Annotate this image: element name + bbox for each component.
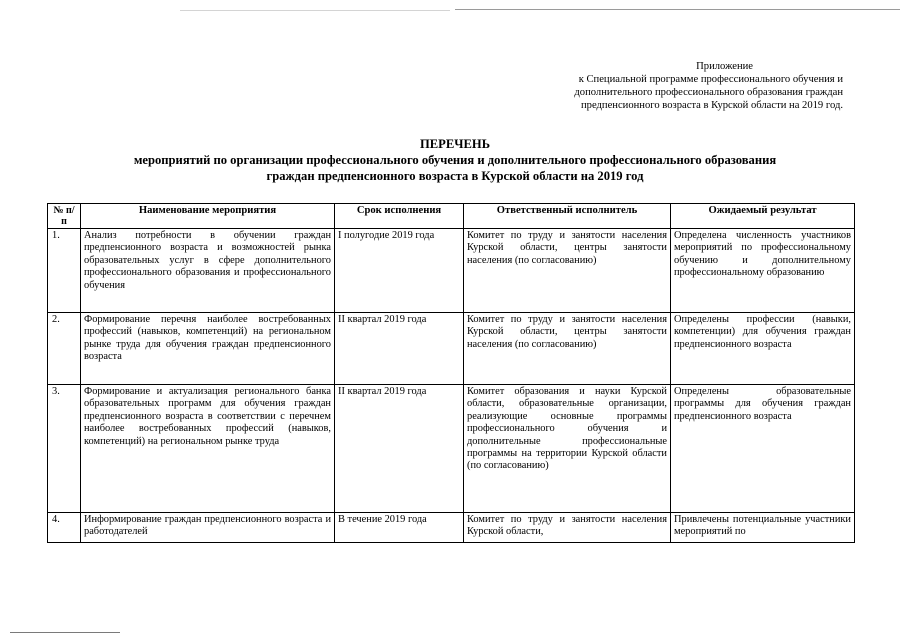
row-deadline: II квартал 2019 года	[335, 313, 464, 385]
document-subtitle: граждан предпенсионного возраста в Курской области на 2019 год	[266, 169, 644, 183]
table-row	[48, 229, 855, 313]
row-result: Определены образовательные программы для обучения граждан предпенсионного возраста	[671, 385, 855, 513]
header-name: Наименование мероприятия	[81, 204, 335, 229]
appendix-line: к Специальной программе профессионального обучения и	[578, 74, 843, 85]
scan-artifact-line	[455, 9, 900, 10]
row-num: 4.	[48, 513, 81, 543]
row-num: 2.	[48, 313, 81, 385]
row-deadline: В течение 2019 года	[335, 513, 464, 543]
scan-artifact-line	[10, 632, 120, 633]
row-num: 1.	[48, 229, 81, 313]
header-executor: Ответственный исполнитель	[464, 204, 671, 229]
row-name: Информирование граждан предпенсионного возраста и работодателей	[81, 513, 335, 543]
scan-artifact-line	[180, 10, 450, 11]
row-deadline: II квартал 2019 года	[335, 385, 464, 513]
row-result: Определена численность участников мероприятий по профессиональному обучению и дополнительному профессиональному образованию	[671, 229, 855, 313]
header-num: № п/п	[48, 204, 81, 229]
appendix-line: предпенсионного возраста в Курской области на 2019 год.	[581, 100, 843, 111]
table-row	[48, 313, 855, 385]
row-executor: Комитет по труду и занятости населения Курской области, центры занятости населения (по согласованию)	[464, 313, 671, 385]
row-num: 3.	[48, 385, 81, 513]
table-row	[48, 385, 855, 513]
row-executor: Комитет по труду и занятости населения Курской области,	[464, 513, 671, 543]
activities-table	[47, 203, 855, 543]
row-deadline: I полугодие 2019 года	[335, 229, 464, 313]
document-heading	[30, 136, 880, 184]
row-executor: Комитет образования и науки Курской области, образовательные организации, реализующие основные программы профессионального обучения и дополнительные профессиональные программы на территории Курской области (по согласованию)	[464, 385, 671, 513]
row-executor: Комитет по труду и занятости населения Курской области, центры занятости населения (по согласованию)	[464, 229, 671, 313]
appendix-label: Приложение	[696, 61, 753, 72]
row-name: Анализ потребности в обучении граждан предпенсионного возраста и возможностей рынка образовательных услуг в сфере дополнительного профессионального образования и профессионального обучения	[81, 229, 335, 313]
row-name: Формирование перечня наиболее востребованных профессий (навыков, компетенций) на региональном рынке труда для обучения граждан предпенсионного возраста	[81, 313, 335, 385]
table-row	[48, 513, 855, 543]
appendix-line: дополнительного профессионального образования граждан	[574, 87, 843, 98]
row-result: Привлечены потенциальные участники мероприятий по	[671, 513, 855, 543]
header-deadline: Срок исполнения	[335, 204, 464, 229]
header-result: Ожидаемый результат	[671, 204, 855, 229]
document-subtitle: мероприятий по организации профессионального обучения и дополнительного профессионального образования	[133, 153, 777, 167]
table-header-row	[48, 204, 855, 229]
row-name: Формирование и актуализация регионального банка образовательных программ для обучения граждан предпенсионного возраста в соответствии с перечнем наиболее востребованных профессий (навыков, компетенций) на региональном рынке труда	[81, 385, 335, 513]
appendix-note	[483, 60, 843, 112]
row-result: Определены профессии (навыки, компетенции) для обучения граждан предпенсионного возраста	[671, 313, 855, 385]
document-title: ПЕРЕЧЕНЬ	[419, 137, 491, 151]
